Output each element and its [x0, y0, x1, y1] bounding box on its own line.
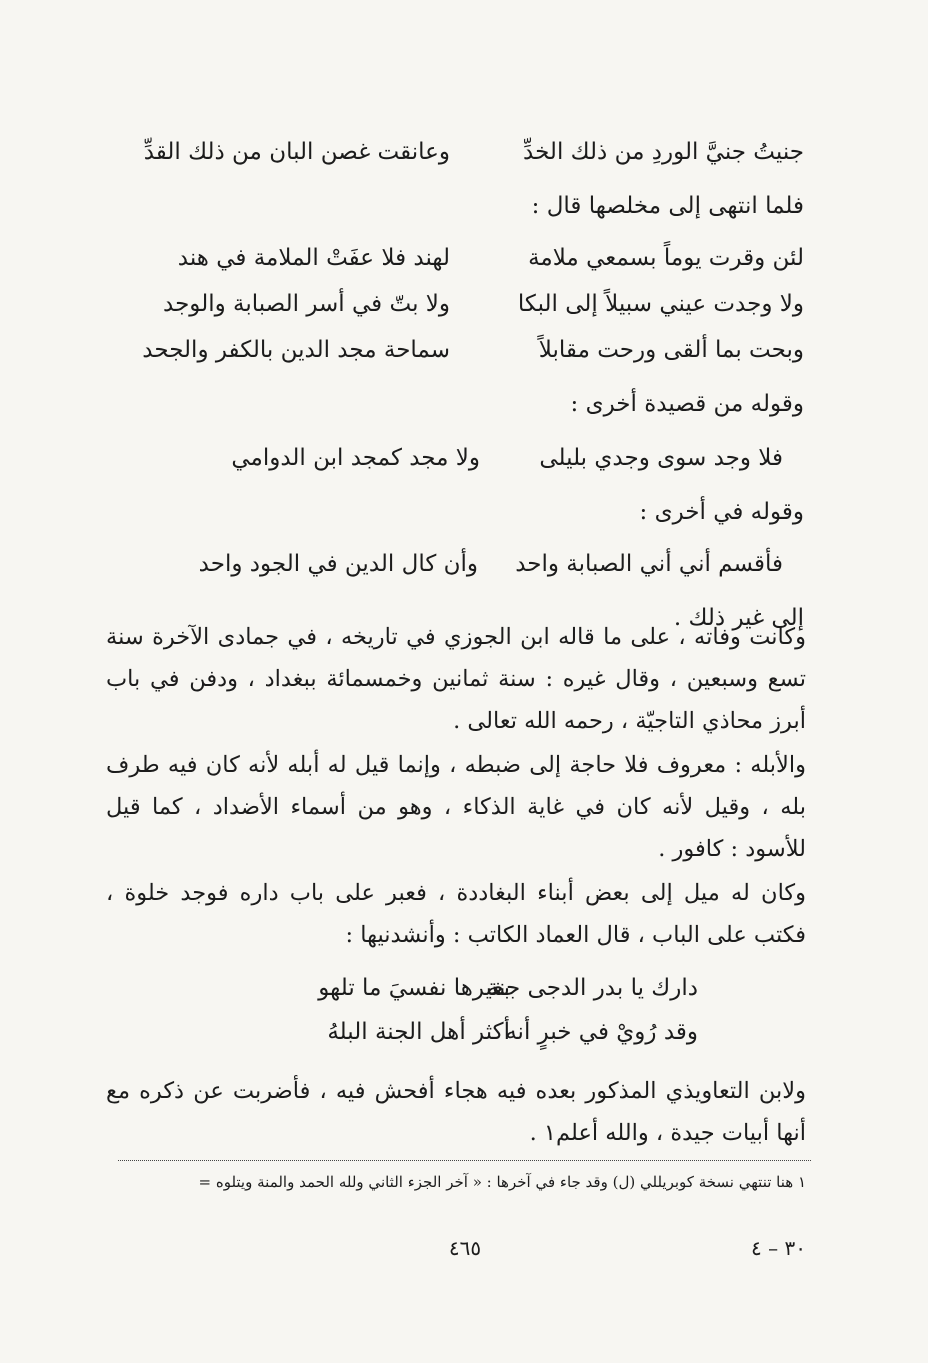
- intro-line-3: وقوله في أخرى :: [639, 499, 804, 525]
- paragraph-story: وكان له ميل إلى بعض أبناء البغاددة ، فعبر على باب داره فوجد خلوة ، فكتب على الباب ، قال العماد الكاتب : وأنشدنيها :: [106, 880, 806, 948]
- footnote: ١ هنا تنتهي نسخة كوبريللي (ل) وقد جاء في آخرها : « آخر الجزء الثاني ولله الحمد والمنة ويتلوه =: [198, 1173, 806, 1191]
- verse-1-hemistich-2: وعانقت غصن البان من ذلك القدِّ: [143, 139, 450, 165]
- verse-2-3-hemistich-2: سماحة مجد الدين بالكفر والجحد: [142, 337, 450, 363]
- page-number: ٤٦٥: [448, 1236, 482, 1260]
- closing-line: إلى غير ذلك .: [673, 605, 804, 631]
- verse-3-hemistich-2: ولا مجد كمجد ابن الدوامي: [231, 445, 480, 471]
- verse-1-hemistich-1: جنيتُ جنيَّ الوردِ من ذلك الخدِّ: [523, 139, 804, 165]
- verse-4-hemistich-1: فأقسم أني أني الصبابة واحد: [515, 551, 783, 577]
- paragraph-ablah: والأبله : معروف فلا حاجة إلى ضبطه ، وإنما قيل له أبله لأنه كان فيه طرف بله ، وقيل لأنه كان في غاية الذكاء ، وهو من أسماء الأضداد ، كما قيل للأسود : كافور .: [106, 752, 806, 862]
- verse-5-2-hemistich-1: وقد رُويْ في خبرٍ أنه: [505, 1019, 698, 1045]
- verse-4-hemistich-2: وأن كال الدين في الجود واحد: [198, 551, 478, 577]
- verse-2-3-hemistich-1: وبحت بما ألقى ورحت مقابلاً: [538, 337, 804, 363]
- paragraph-death: وكانت وفاته ، على ما قاله ابن الجوزي في تاريخه ، في جمادى الآخرة سنة تسع وسبعين ، وقال غيره : سنة ثمانين وخمسمائة ببغداد ، ودفن في باب أبرز محاذي التاجيّة ، رحمه الله تعالى .: [106, 624, 806, 734]
- signature-mark: ٣٠ – ٤: [751, 1236, 806, 1260]
- verse-2-1-hemistich-2: لهند فلا عفَتْ الملامة في هند: [177, 245, 450, 271]
- verse-5-1-hemistich-1: دارك يا بدر الدجى جنة: [486, 975, 698, 1001]
- verse-3-hemistich-1: فلا وجد سوى وجدي بليلى: [539, 445, 783, 471]
- paragraph-final: ولابن التعاويذي المذكور بعده فيه هجاء أفحش فيه ، فأضربت عن ذكره مع أنها أبيات جيدة ، والله أعلم١ .: [106, 1078, 806, 1146]
- footnote-divider: [118, 1160, 811, 1161]
- intro-line-2: وقوله من قصيدة أخرى :: [570, 391, 804, 417]
- verse-2-2-hemistich-2: ولا بتّ في أسر الصبابة والوجد: [163, 291, 450, 317]
- verse-5-2-hemistich-2: أكثر أهل الجنة البلهُ: [327, 1019, 510, 1045]
- verse-2-2-hemistich-1: ولا وجدت عيني سبيلاً إلى البكا: [517, 291, 804, 317]
- verse-5-1-hemistich-2: بغيرها نفسيَ ما تلهو: [318, 975, 510, 1001]
- verse-2-1-hemistich-1: لئن وقرت يوماً بسمعي ملامة: [528, 245, 804, 271]
- intro-line-1: فلما انتهى إلى مخلصها قال :: [531, 193, 804, 219]
